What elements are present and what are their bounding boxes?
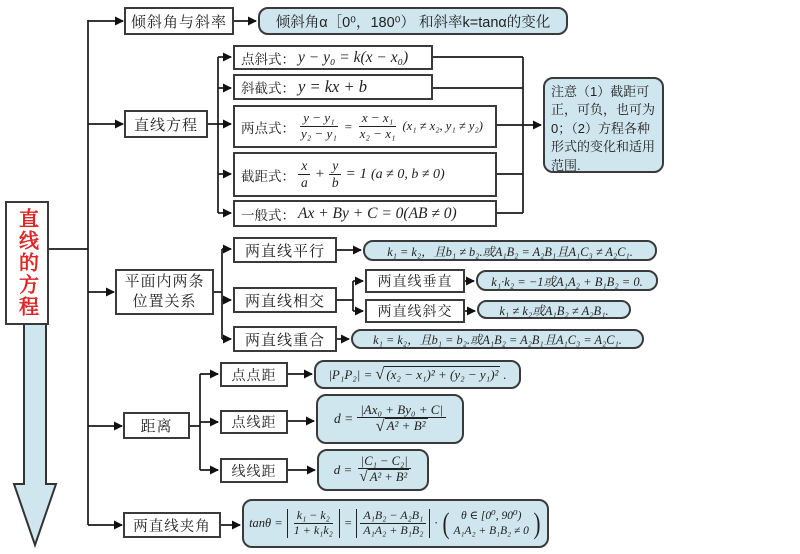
node-point-line: 点线距 [220, 410, 288, 434]
denominator: y₂ − y₁ [301, 126, 337, 141]
node-coincident: 两直线重合 [233, 326, 337, 352]
angle-formula [242, 499, 549, 548]
radical-sign: √ [359, 468, 368, 486]
numerator: |Ax₀ + By₀ + C| [357, 403, 446, 419]
fraction [298, 111, 340, 142]
numerator: x [298, 158, 310, 175]
oblique-formula: k₁ ≠ k₂或A₁B₂ ≠ A₂B₁. [477, 300, 631, 319]
relations-label-line1: 平面内两条 [124, 272, 205, 290]
angle-condition-nonzero: A₁A₂ + B₁B₂ ≠ 0 [453, 524, 529, 537]
relations-label-line2: 位置关系 [132, 293, 197, 310]
denominator [356, 469, 412, 485]
node-perpendicular: 两直线垂直 [365, 269, 465, 293]
point-point-formula [314, 360, 521, 389]
angle-condition-range: θ ∈ [0⁰, 90⁰) [461, 509, 522, 522]
left-paren: ( [442, 506, 450, 540]
fraction [291, 509, 336, 538]
plus-sign: + [314, 166, 325, 182]
node-line-equation: 直线方程 [124, 110, 208, 138]
node-parallel: 两直线平行 [233, 237, 337, 263]
point-line-formula [316, 394, 464, 444]
square-root [376, 418, 428, 435]
formula-text: y − y₀ = k(x − x₀) [298, 48, 409, 66]
fraction [298, 158, 311, 190]
line-line-formula [317, 449, 429, 491]
root-title: 直线的方程 [15, 208, 38, 318]
node-relations [115, 269, 214, 315]
absolute-value [356, 509, 430, 538]
node-distance: 距离 [123, 412, 190, 439]
formula-slope-intercept [233, 74, 433, 100]
node-line-line: 线线距 [220, 458, 288, 483]
lhs: d = [333, 411, 354, 426]
form-label: 斜截式： [241, 81, 295, 96]
form-label: 一般式： [241, 207, 295, 223]
equals-one: = 1 [345, 166, 367, 182]
perpendicular-formula: k₁·k₂ = −1或A₁A₂ + B₁B₂ = 0. [476, 270, 658, 291]
node-angle: 两直线夹角 [123, 512, 221, 538]
coincident-formula: k₁ = k₂，且b₁ = b₂.或A₁B₂ = A₂B₁且A₁C₃ = A₂C₁. [351, 329, 644, 349]
absolute-value [287, 509, 340, 538]
radicand: A² + B² [369, 470, 408, 485]
formula-intercept [233, 152, 497, 197]
lhs: d = [333, 462, 353, 477]
right-paren: ) [533, 506, 541, 540]
formula-two-point [233, 105, 497, 148]
radical-sign: √ [375, 417, 385, 436]
node-intersect: 两直线相交 [233, 287, 337, 313]
form-label: 点斜式： [241, 51, 295, 67]
fraction [360, 509, 426, 538]
node-oblique: 两直线斜交 [365, 299, 465, 323]
separator-dot: · [434, 516, 438, 530]
slope-detail-box: 倾斜角α［0⁰，180⁰） 和斜率k=tanα的变化 [258, 7, 568, 35]
formula-general [233, 200, 497, 227]
fraction [356, 454, 412, 486]
node-slope-angle: 倾斜角与斜率 [124, 7, 234, 35]
radical-sign: √ [375, 364, 385, 383]
numerator: x − x₁ [359, 111, 396, 127]
equals: = [343, 516, 353, 530]
denominator: A₁A₂ + B₁B₂ [363, 523, 424, 537]
big-down-arrow [14, 323, 56, 545]
numerator: k₁ − k₂ [294, 509, 333, 524]
lhs: |P₁P₂| = [328, 366, 373, 382]
denominator: a [301, 175, 308, 190]
node-point-point: 点点距 [220, 362, 288, 387]
parallel-formula: k₁ = k₂，且b₁ ≠ b₂.或A₁B₂ = A₂B₁且A₁C₃ ≠ A₂C₁. [363, 240, 657, 261]
formula-text: y = kx + b [298, 77, 367, 96]
denominator [373, 418, 431, 435]
radicand: A² + B² [386, 418, 426, 434]
fraction [357, 403, 446, 436]
square-root [375, 366, 500, 383]
numerator: y − y₁ [300, 111, 337, 127]
form-label: 截距式： [241, 168, 295, 184]
root-title-box [5, 201, 49, 325]
formula-text: Ax + By + C = 0(AB ≠ 0) [298, 204, 457, 222]
fraction [357, 111, 399, 142]
numerator: y [329, 158, 341, 175]
equals: = [343, 118, 353, 134]
radicand: (x₂ − x₁)² + (y₂ − y₁)² [386, 366, 499, 382]
condition: (x₁ ≠ x₂, y₁ ≠ y₂) [402, 119, 483, 133]
note-box: 注意（1）截距可正，可负，也可为0；（2）方程各种形式的变化和适用范围. [543, 77, 664, 173]
numerator: |C₁ − C₂| [358, 454, 411, 469]
fraction [329, 158, 342, 190]
numerator: A₁B₂ − A₂B₁ [360, 509, 426, 524]
condition: (a ≠ 0, b ≠ 0) [371, 166, 445, 182]
square-root [359, 469, 409, 485]
period: . [503, 366, 507, 382]
form-label: 两点式： [241, 120, 295, 136]
denominator: x₂ − x₁ [359, 126, 396, 141]
denominator: b [331, 175, 339, 190]
lhs: tanθ = [249, 516, 283, 530]
formula-point-slope [233, 45, 433, 70]
denominator: 1 + k₁k₂ [293, 523, 333, 537]
